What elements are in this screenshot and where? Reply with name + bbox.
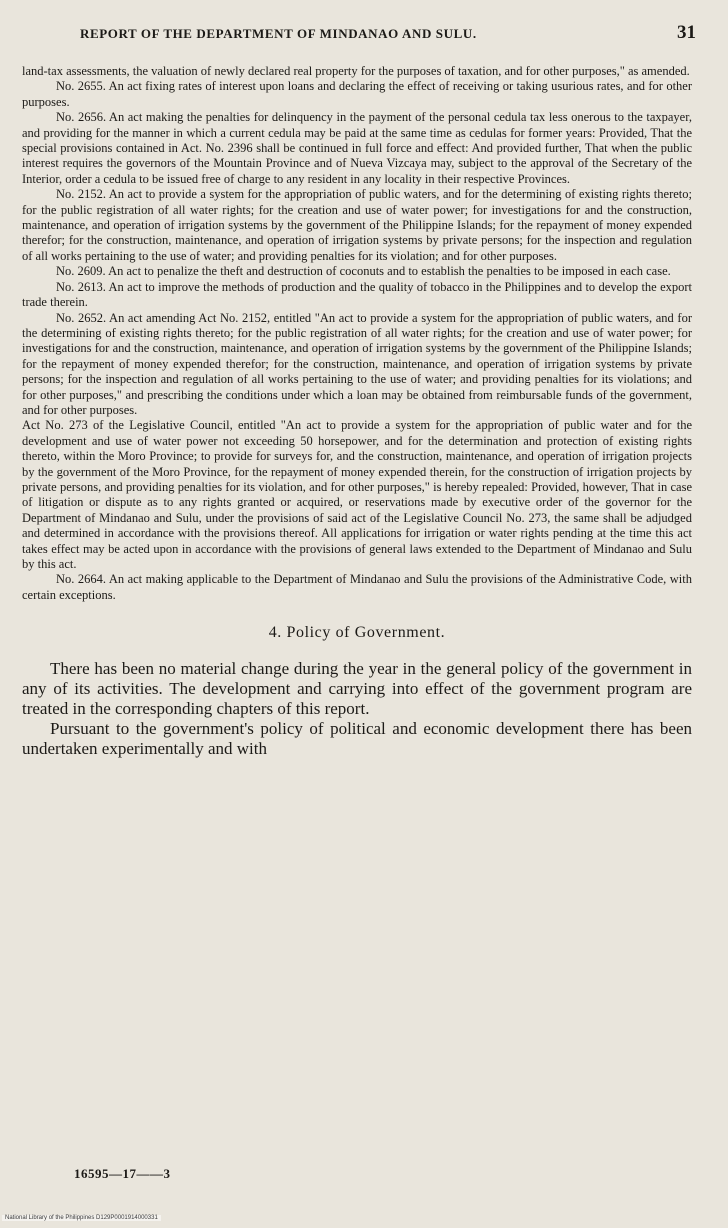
paragraph-act-2664: No. 2664. An act making applicable to the Department of Mindanao and Sulu the provisions of the Administrative Code, with certain exceptions.: [22, 572, 692, 602]
document-body: [22, 64, 692, 759]
policy-paragraph: There has been no material change during the year in the general policy of the government in any of its activities. The development and carrying into effect of the government program are treated in the corresponding chapters of this report.: [22, 658, 692, 718]
page-number: 31: [677, 22, 696, 43]
paragraph-act-2656: No. 2656. An act making the penalties for delinquency in the payment of the personal cedula tax less onerous to the taxpayer, and providing for the manner in which a current cedula may be paid at the same time as cedulas for former years: Provided, That the special provisions contained in Act. No. 2396 shall be continued in full force and effect: And provided further, That when the public interest requires the governors of the Mountain Province and of Nueva Vizcaya may, subject to the approval of the Secretary of the Interior, order a cedula to be issued free of charge to any resident in any locality in their respective Provinces.: [22, 110, 692, 186]
running-head: REPORT OF THE DEPARTMENT OF MINDANAO AND SULU.: [80, 26, 477, 41]
policy-paragraph: Pursuant to the government's policy of political and economic development there has been undertaken experimentally and with: [22, 718, 692, 758]
page-header: [80, 22, 696, 44]
section-title: 4. Policy of Government.: [268, 624, 446, 642]
paragraph-act-2609: No. 2609. An act to penalize the theft and destruction of coconuts and to establish the penalties to be imposed in each case.: [56, 264, 671, 279]
policy-section: [22, 659, 692, 759]
paragraph-act-2152: No. 2152. An act to provide a system for the appropriation of public waters, and for the determining of existing rights thereto; for the public registration of all water rights; for the creation and use of water power; for investigations for and the construction, maintenance, and operation of irrigation systems by the government of the Philippine Islands; for the repayment of money expended therefor; for the construction, maintenance, and operation of irrigation systems by private persons; for the inspection and regulation of all works pertaining to the use of water; and providing penalties for its violation; and for other purposes.: [22, 187, 692, 263]
paragraph-act-2652: No. 2652. An act amending Act No. 2152, entitled "An act to provide a system for the appropriation of public waters, and for the determining of existing rights thereto; for the public registration of all water rights; for the creation and use of water power; for investigations for and the construction, maintenance, and operation of irrigation systems by the government of the Philippine Islands; for the repayment of money expended therefor; for the construction, maintenance, and operation of irrigation systems by private persons; for the inspection and regulation of all works pertaining to the use of water; and providing penalties for its violations; and for other purposes," and prescribing the conditions under which a loan may be obtained from reimbursable funds of the government, and for other purposes.: [22, 310, 692, 417]
paragraph-act-2613: No. 2613. An act to improve the methods of production and the quality of tobacco in the Philippines and to develop the export trade therein.: [22, 279, 692, 310]
paragraph-continued: land-tax assessments, the valuation of newly declared real property for the purposes of taxation, and for other purposes," as amended.: [22, 64, 690, 78]
printer-signature: 16595—17——3: [74, 1166, 171, 1181]
library-footer: National Library of the Philippines D129P0001914000331: [2, 1215, 161, 1221]
paragraph-act-2655: No. 2655. An act fixing rates of interest upon loans and declaring the effect of receiving or taking usurious rates, and for other purposes.: [22, 79, 692, 109]
paragraph-act-273: Act No. 273 of the Legislative Council, entitled "An act to provide a system for the appropriation of public water and for the development and use of water power not exceeding 50 horsepower, and for the determination and protection of existing rights thereto, within the Moro Province; to provide for surveys for, and the construction, maintenance, and operation of irrigation projects by the government of the Moro Province, for the repayment of money expended therein, for the construction of irrigation projects by private persons, and providing penalties for its violation, and for other purposes," is hereby repealed: Provided, however, That in case of litigation or dispute as to any rights granted or acquired, or reservations made by executive order of the governor for the Department of Mindanao and Sulu, under the provisions of said act of the Legislative Council No. 273, the same shall be adjudged and determined in accordance with the provisions thereof. All applications for irrigation or water rights pending at the time this act takes effect may be acted upon in accordance with the provisions of general laws extended to the Department of Mindanao and Sulu by this act.: [22, 418, 692, 571]
